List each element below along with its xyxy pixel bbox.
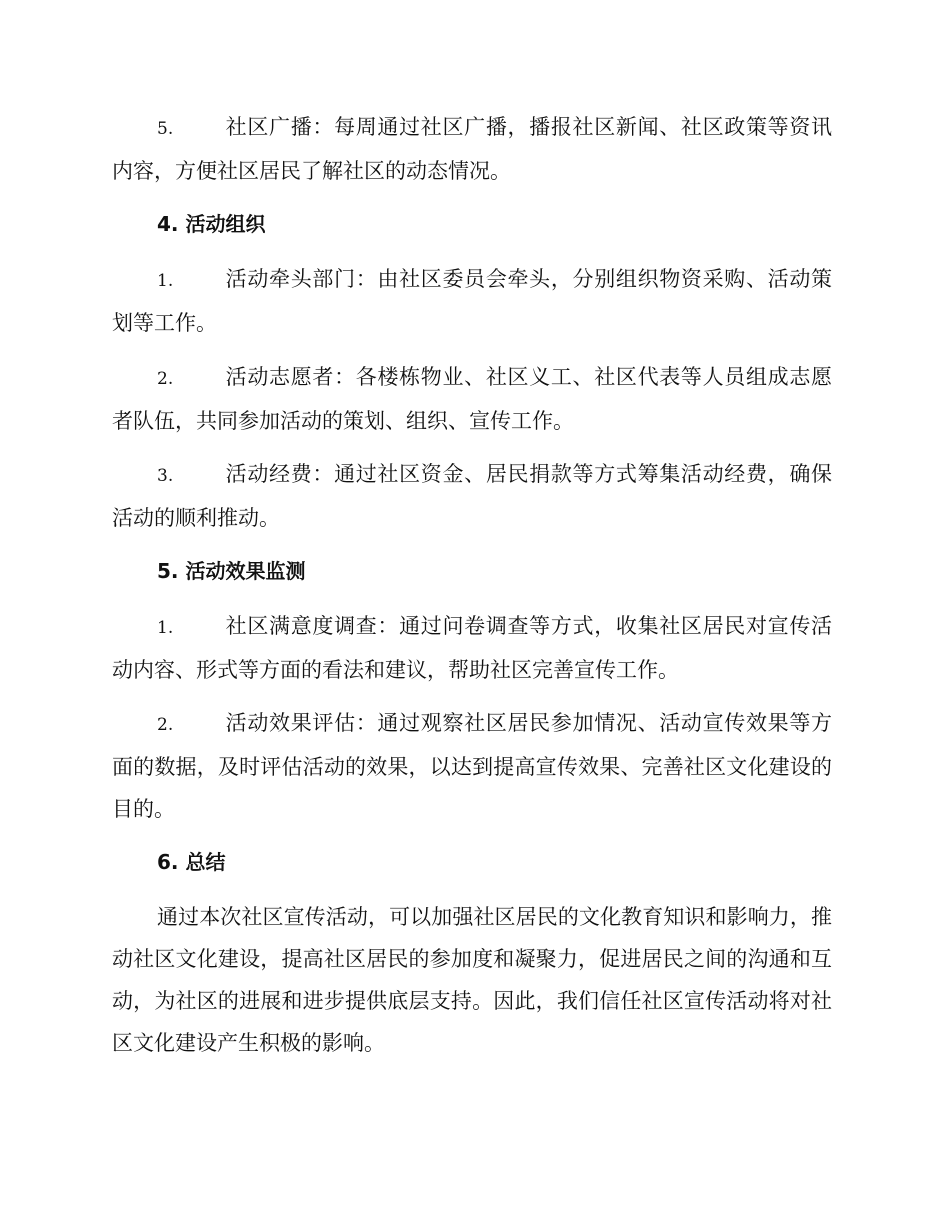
section-heading-effect-monitoring: 5. 活动效果监测	[157, 559, 306, 583]
list-item-satisfaction-survey	[112, 605, 832, 691]
list-text: 社区广播：每周通过社区广播，播报社区新闻、社区政策等资讯内容，方便社区居民了解社区的动态情况。	[112, 115, 832, 183]
list-text: 活动牵头部门：由社区委员会牵头，分别组织物资采购、活动策划等工作。	[112, 267, 832, 335]
list-number: 5.	[157, 119, 174, 139]
list-text: 社区满意度调查：通过问卷调查等方式，收集社区居民对宣传活动内容、形式等方面的看法和建议，帮助社区完善宣传工作。	[112, 614, 832, 682]
list-text: 活动志愿者：各楼栋物业、社区义工、社区代表等人员组成志愿者队伍，共同参加活动的策划、组织、宣传工作。	[112, 365, 832, 433]
summary-paragraph: 通过本次社区宣传活动，可以加强社区居民的文化教育知识和影响力，推动社区文化建设，提高社区居民的参加度和凝聚力，促进居民之间的沟通和互动，为社区的进展和进步提供底层支持。因此，我们信任社区宣传活动将对社区文化建设产生积极的影响。	[112, 905, 832, 1055]
list-number: 1.	[157, 271, 174, 291]
list-number: 1.	[157, 618, 174, 638]
list-number: 2.	[157, 369, 174, 389]
list-text: 活动经费：通过社区资金、居民捐款等方式筹集活动经费，确保活动的顺利推动。	[112, 462, 832, 530]
list-item-lead-department	[112, 258, 832, 344]
list-item-funding	[112, 453, 832, 539]
section-heading-summary: 6. 总结	[157, 850, 226, 874]
list-number: 3.	[157, 466, 174, 486]
section-heading-activity-organization: 4. 活动组织	[157, 212, 266, 236]
list-item-volunteers	[112, 356, 832, 442]
list-number: 2.	[157, 715, 174, 735]
list-item-effect-evaluation	[112, 702, 832, 830]
list-item-broadcast	[112, 106, 832, 192]
list-text: 活动效果评估：通过观察社区居民参加情况、活动宣传效果等方面的数据，及时评估活动的效果，以达到提高宣传效果、完善社区文化建设的目的。	[112, 711, 832, 821]
